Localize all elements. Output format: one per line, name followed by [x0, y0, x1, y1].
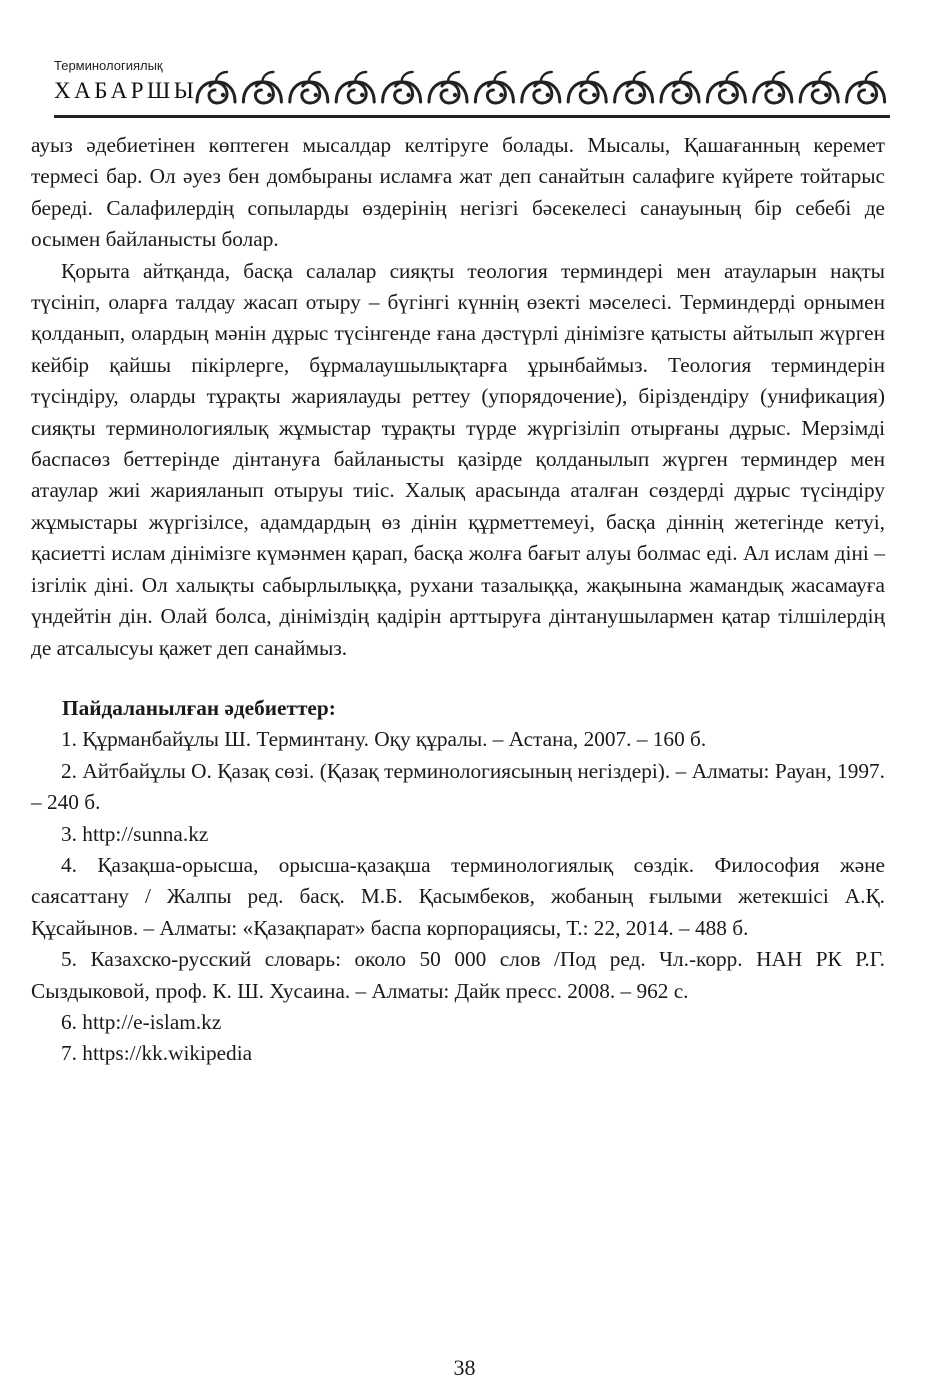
reference-item: 3. http://sunna.kz — [61, 821, 209, 846]
reference-item: 6. http://e-islam.kz — [61, 1009, 222, 1034]
reference-item: 2. Айтбайұлы О. Қазақ сөзі. (Қазақ терминологиясының негіздері). – Алматы: Рауан, 1997. – 240 б. — [31, 758, 885, 815]
reference-item: 1. Құрманбайұлы Ш. Терминтану. Оқу құралы. – Астана, 2007. – 160 б. — [61, 727, 707, 752]
journal-title-small: Терминологиялық — [54, 58, 163, 73]
article-body — [31, 130, 885, 1070]
paragraph-2: Қорыта айтқанда, басқа салалар сияқты теология терминдері мен атауларын нақты түсініп, оларға талдау жасап отыру – бүгінгі күннің өзекті мәселесі. Терминдерді орнымен қолданып, олардың мәнін дұрыс түсінгенде ғана дәстүрлі дінімізге қатысты айтылып жүрген кейбір қайшы пікірлерге, бұрмалаушылықтарға ұрынбаймыз. Теология терминдерін түсіндіру, оларды тұрақты жариялауды реттеу (упорядочение), біріздендіру (унификация) сияқты терминологиялық жұмыстар тұрақты түрде жүргізіліп отырғаны дұрыс. Мерзімді баспасөз беттерінде дінтануға байланысты қазірде қолданылып жүрген терминдер мен атаулар жиі жарияланып отыруы тиіс. Халық арасында аталған сөздерді дұрыс түсіндіру жұмыстары жүргізілсе, адамдардың өз дінін құрметтемеуі, басқа діннің жетегінде кетуі, қасиетті ислам дінімізге күмәнмен қарап, басқа жолға бағыт алуы болмас еді. Ал ислам діні – ізгілік діні. Ол халықты сабырлылыққа, рухани тазалыққа, жақынына жамандық жасамауға үндейтін дін. Олай болса, дініміздің қадірін арттыруға дінтанушылармен қатар тілшілердің де атсалысуы қажет деп санаймыз. — [31, 258, 885, 660]
page-number: 38 — [453, 1355, 476, 1380]
journal-header — [54, 58, 890, 118]
reference-item: 7. https://kk.wikipedia — [61, 1041, 253, 1066]
header-rule — [54, 115, 890, 118]
reference-item: 4. Қазақша-орысша, орысша-қазақша терминологиялық сөздік. Философия және саясаттану / Жалпы ред. басқ. М.Б. Қасымбеков, жобаның ғылыми жетекшісі А.Қ. Құсайынов. – Алматы: «Қазақпарат» баспа корпорациясы, Т.: 22, 2014. – 488 б. — [31, 852, 885, 940]
reference-item: 5. Казахско-русский словарь: около 50 000 слов /Под ред. Чл.-корр. НАН РК Р.Г. Сыздыковой, проф. К. Ш. Хусаина. – Алматы: Дайк пресс. 2008. – 962 с. — [31, 947, 885, 1003]
references-title: Пайдаланылған әдебиеттер: — [62, 695, 336, 720]
paragraph-1: ауыз әдебиетінен көптеген мысалдар келтіруге болады. Мысалы, Қашағанның керемет термесі бар. Ол әуез бен домбыраны исламға жат деп санайтын салафиге күйрете тойтарыс береді. Салафилердің сопыларды өздерінің негізгі бәсекелесі санауының бір себебі де осымен байланысты болар. — [31, 133, 885, 252]
ornament-border — [194, 66, 890, 112]
journal-title: ХАБАРШЫ — [54, 78, 198, 103]
